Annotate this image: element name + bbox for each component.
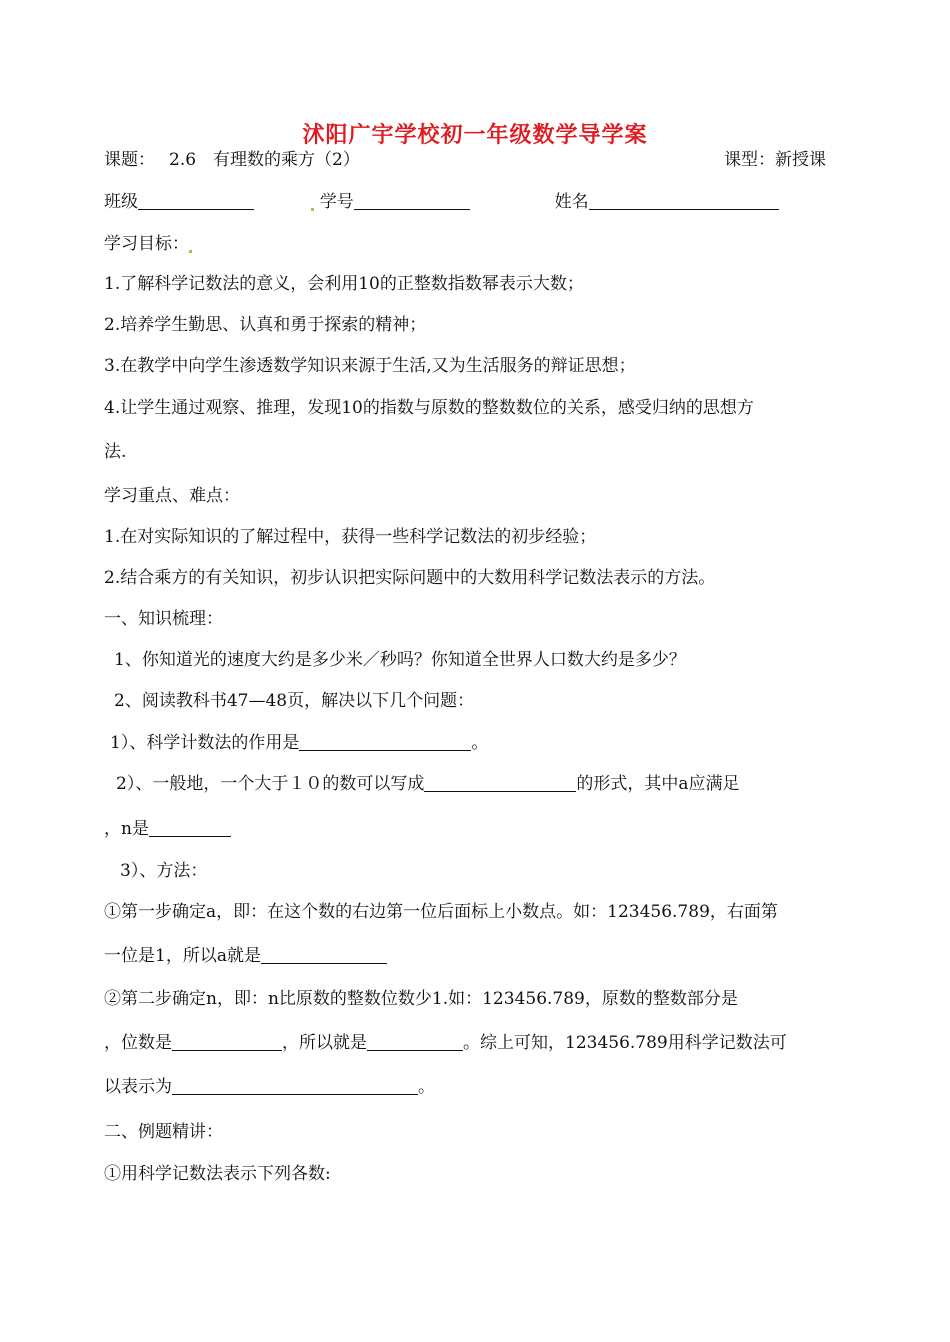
question-2-2-cont: ，n是 bbox=[104, 817, 850, 841]
goal-item: 1.了解科学记数法的意义，会利用10的正整数指数幂表示大数； bbox=[104, 274, 584, 294]
method-step-2: ②第二步确定n，即：n比原数的整数位数少1.如：123456.789，原数的整数部分是 bbox=[104, 989, 738, 1009]
method-step-2-final: 以表示为 。 bbox=[104, 1077, 435, 1097]
method-step-2-cont: ，位数是 ，所以就是 。综上可知，123456.789用科学记数法可 bbox=[104, 1033, 787, 1053]
goal-item: 4.让学生通过观察、推理，发现10的指数与原数的整数数位的关系，感受归纳的思想方 bbox=[104, 398, 754, 418]
question-2-1: 1）、科学计数法的作用是 。 bbox=[110, 733, 489, 753]
key-point-item: 1.在对实际知识的了解过程中，获得一些科学记数法的初步经验； bbox=[104, 527, 597, 547]
question-2-2: 2）、一般地，一个大于１０的数可以写成 的形式，其中a应满足 bbox=[116, 774, 740, 794]
speck-mark bbox=[311, 208, 314, 211]
answer-blank[interactable] bbox=[424, 773, 576, 792]
answer-blank[interactable] bbox=[261, 945, 387, 964]
key-point-item: 2.结合乘方的有关知识，初步认识把实际问题中的大数用科学记数法表示的方法。 bbox=[104, 568, 716, 588]
speck-mark bbox=[189, 250, 192, 253]
goal-item: 3.在教学中向学生渗透数学知识来源于生活,又为生活服务的辩证思想； bbox=[104, 356, 636, 376]
answer-blank[interactable] bbox=[172, 1076, 418, 1095]
goal-item: 法. bbox=[104, 442, 127, 462]
name-label: 姓名 bbox=[554, 192, 589, 212]
answer-blank[interactable] bbox=[367, 1032, 463, 1051]
answer-blank[interactable] bbox=[149, 818, 231, 837]
goals-heading: 学习目标： bbox=[104, 232, 850, 256]
student-id-label: 学号 bbox=[319, 192, 354, 212]
name-field[interactable] bbox=[589, 191, 779, 210]
page-title: 沭阳广宇学校初一年级数学导学案 bbox=[302, 123, 648, 148]
class-field[interactable] bbox=[138, 191, 254, 210]
lesson-type: 课型：新授课 bbox=[724, 150, 826, 170]
topic-line bbox=[104, 148, 850, 172]
example-1: ①用科学记数法表示下列各数: bbox=[104, 1164, 331, 1184]
topic-label: 课题： bbox=[104, 150, 155, 170]
goal-item: 2.培养学生勤思、认真和勇于探索的精神； bbox=[104, 315, 427, 335]
topic-value: 2.6 有理数的乘方（2） bbox=[169, 150, 360, 170]
question-2: 2、阅读教科书47—48页，解决以下几个问题： bbox=[114, 691, 475, 711]
key-points-heading: 学习重点、难点： bbox=[104, 486, 240, 506]
question-1: 1、你知道光的速度大约是多少米／秒吗？你知道全世界人口数大约是多少？ bbox=[114, 650, 686, 670]
student-info-line bbox=[104, 190, 850, 214]
question-3: 3）、方法： bbox=[120, 861, 208, 881]
method-step-1-cont: 一位是1，所以a就是 bbox=[104, 944, 850, 968]
section1-heading: 一、知识梳理： bbox=[104, 609, 223, 629]
answer-blank[interactable] bbox=[299, 732, 471, 751]
method-step-1: ①第一步确定a，即：在这个数的右边第一位后面标上小数点。如：123456.789，右面第 bbox=[104, 902, 778, 922]
student-id-field[interactable] bbox=[354, 191, 470, 210]
class-label: 班级 bbox=[104, 192, 138, 212]
answer-blank[interactable] bbox=[172, 1032, 282, 1051]
section2-heading: 二、例题精讲： bbox=[104, 1122, 223, 1142]
